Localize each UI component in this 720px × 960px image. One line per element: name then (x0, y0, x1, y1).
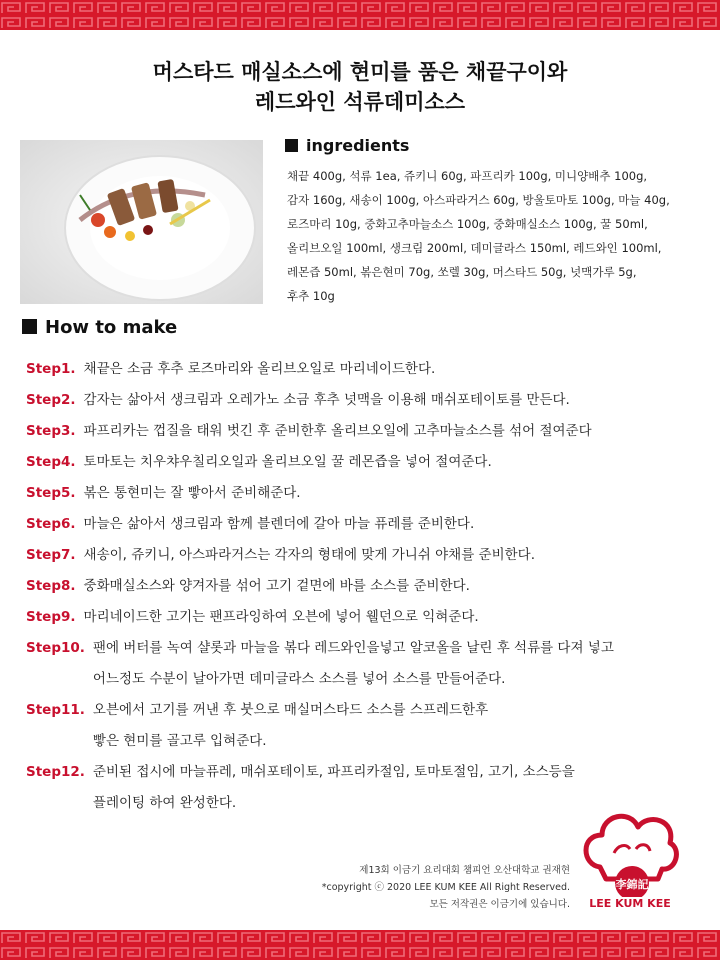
logo-hanja: 李錦記 (615, 878, 649, 891)
recipe-title (0, 57, 720, 117)
step-text: 파프리카는 껍질을 태워 벗긴 후 준비한후 올리브오일에 고추마늘소스를 섞어 절여준다 (83, 423, 592, 439)
step-item (26, 447, 706, 478)
step-label: Step12. (26, 764, 85, 780)
bottom-band-pattern (0, 930, 720, 960)
step-item (26, 540, 706, 571)
ingredients-line: 로즈마리 10g, 중화고추마늘소스 100g, 중화매실소스 100g, 꿀 50ml, (287, 217, 648, 231)
title-line-1: 머스타드 매실소스에 현미를 품은 채끝구이와 (152, 60, 568, 84)
logo-wordmark: LEE KUM KEE (589, 897, 671, 910)
step-label: Step5. (26, 485, 76, 501)
step-item (26, 416, 706, 447)
step-item (26, 385, 706, 416)
step-text-block (93, 695, 706, 757)
credits-author: 제13회 이금기 요리대회 챔피언 오산대학교 권재현 (359, 865, 570, 876)
top-band-pattern (0, 0, 720, 30)
step-text-block (93, 633, 706, 695)
steps-list (26, 354, 706, 819)
step-item (26, 602, 706, 633)
step-label: Step10. (26, 640, 85, 656)
step-label: Step6. (26, 516, 76, 532)
step-item (26, 354, 706, 385)
bottom-pattern-band (0, 930, 720, 960)
copyright-text: *copyright ⓒ 2020 LEE KUM KEE All Right Reserved. (321, 882, 570, 893)
step-text-continued: 어느정도 수분이 날아가면 데미글라스 소스를 넣어 소스를 만들어준다. (92, 671, 506, 687)
step-label: Step8. (26, 578, 76, 594)
step-item (26, 571, 706, 602)
title-line-2: 레드와인 석류데미소스 (254, 90, 466, 114)
step-text: 채끝은 소금 후추 로즈마리와 올리브오일로 마리네이드한다. (83, 361, 436, 377)
square-bullet-icon (22, 319, 37, 334)
ingredients-line: 후추 10g (287, 289, 335, 303)
step-label: Step1. (26, 361, 76, 377)
how-to-make-heading-label: How to make (45, 317, 178, 338)
step-text: 마늘은 삶아서 생크림과 함께 블렌더에 갈아 마늘 퓨레를 준비한다. (83, 516, 475, 532)
step-item (26, 478, 706, 509)
step-label: Step9. (26, 609, 76, 625)
step-text: 오븐에서 고기를 꺼낸 후 붓으로 매실머스타드 소스를 스프레드한후 (92, 702, 489, 718)
step-label: Step4. (26, 454, 76, 470)
top-pattern-band (0, 0, 720, 30)
step-text: 토마토는 치우챠우칠리오일과 올리브오일 꿀 레몬즙을 넣어 절여준다. (83, 454, 492, 470)
step-text: 마리네이드한 고기는 팬프라잉하여 오븐에 넣어 웰던으로 익혀준다. (83, 609, 479, 625)
step-label: Step11. (26, 702, 85, 718)
ingredients-line: 레몬즙 50ml, 볶은현미 70g, 쏘렐 30g, 머스타드 50g, 넛맥가루 5g, (287, 265, 637, 279)
step-item (26, 509, 706, 540)
ingredients-line: 채끝 400g, 석류 1ea, 쥬키니 60g, 파프리카 100g, 미니양배추 100g, (287, 169, 648, 183)
credits (322, 862, 570, 913)
chef-hat-logo-icon (578, 805, 682, 897)
ingredients-line: 올리브오일 100ml, 생크림 200ml, 데미글라스 150ml, 레드와인 100ml, (287, 241, 662, 255)
ingredients-line: 감자 160g, 새송이 100g, 아스파라거스 60g, 방울토마토 100g, 마늘 40g, (287, 193, 670, 207)
step-item (26, 633, 706, 695)
step-text: 새송이, 쥬키니, 아스파라거스는 각자의 형태에 맞게 가니쉬 야채를 준비한다. (83, 547, 536, 563)
how-to-make-heading (22, 317, 177, 338)
step-item (26, 695, 706, 757)
step-label: Step3. (26, 423, 76, 439)
step-label: Step7. (26, 547, 76, 563)
ingredients-list (287, 164, 707, 308)
step-text: 팬에 버터를 녹여 샬롯과 마늘을 볶다 레드와인을넣고 알코올을 날린 후 석류를 다져 넣고 (92, 640, 614, 656)
ingredients-heading-label: ingredients (306, 136, 410, 155)
step-text-continued: 플레이팅 하여 완성한다. (92, 795, 237, 811)
dish-photo (20, 140, 263, 304)
step-text: 볶은 통현미는 잘 빻아서 준비해준다. (83, 485, 301, 501)
step-text: 준비된 접시에 마늘퓨레, 매쉬포테이토, 파프리카절임, 토마토절임, 고기, 소스등을 (92, 764, 575, 780)
step-text-continued: 빻은 현미를 골고루 입혀준다. (92, 733, 267, 749)
step-label: Step2. (26, 392, 76, 408)
step-text: 감자는 삶아서 생크림과 오레가노 소금 후추 넛맥을 이용해 매쉬포테이토를 만든다. (83, 392, 570, 408)
rights-text: 모든 저작권은 이금기에 있습니다. (429, 899, 570, 910)
ingredients-heading (285, 136, 409, 155)
step-text: 중화매실소스와 양겨자를 섞어 고기 겉면에 바를 소스를 준비한다. (83, 578, 470, 594)
dish-image (20, 140, 263, 304)
square-bullet-icon (285, 139, 298, 152)
